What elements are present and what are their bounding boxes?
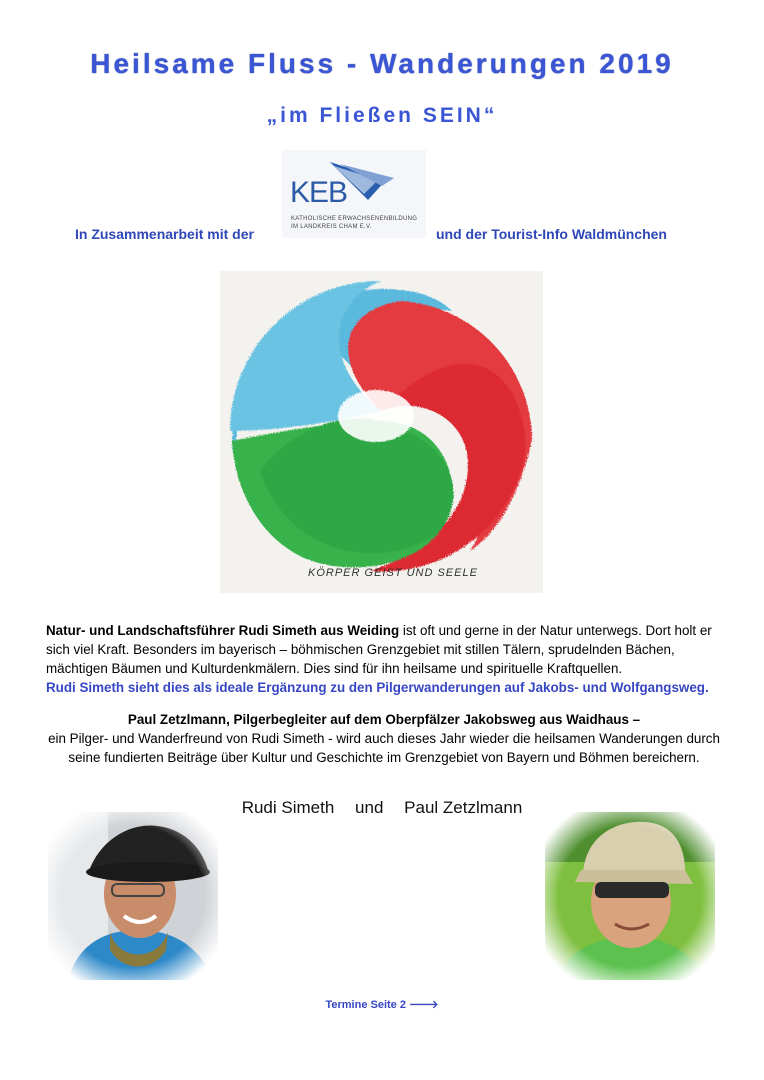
keb-logo-line1: KATHOLISCHE ERWACHSENENBILDUNG xyxy=(291,216,418,222)
next-page-text[interactable]: Termine Seite 2 xyxy=(325,999,406,1011)
partner-paragraph xyxy=(46,710,722,767)
partner-text: ein Pilger- und Wanderfreund von Rudi Simeth - wird auch dieses Jahr wieder die heilsamen Wanderungen durch seine fundierten Beiträge über Kultur und Geschichte im Grenzgebiet von Bayern und Böhmen bereichern. xyxy=(48,731,720,765)
intro-highlight: Rudi Simeth sieht dies als ideale Ergänzung zu den Pilgerwanderungen auf Jakobs- und Wolfgangsweg. xyxy=(46,680,709,695)
name-left: Rudi Simeth xyxy=(241,798,335,817)
keb-logo-line2: IM LANDKREIS CHAM E.V. xyxy=(291,224,372,230)
emblem-drawing xyxy=(220,271,543,593)
intro-text: ist oft und gerne in der Natur unterwegs. Dort holt er sich viel Kraft. Besonders im bayerisch – böhmischen Grenzgebiet mit stillen Tälern, sprudelnden Bächen, mächtigen Bäumen und Kulturdenkmälern. Dies sind für ihn heilsame und spirituelle Kraftquellen. xyxy=(46,623,712,676)
photo-rudi-simeth xyxy=(48,812,218,980)
arrow-right-icon: 🡒 xyxy=(409,999,439,1011)
keb-logo-name: KEB xyxy=(290,176,348,209)
intro-paragraph xyxy=(46,621,722,697)
swirl-emblem-icon xyxy=(220,271,543,593)
cooperation-right-text: und der Tourist-Info Waldmünchen xyxy=(436,226,667,242)
emblem-caption: KÖRPER GEIST UND SEELE xyxy=(308,567,478,579)
keb-logo xyxy=(282,150,426,238)
next-page-link[interactable] xyxy=(0,997,764,1011)
intro-bold: Natur- und Landschaftsführer Rudi Simeth aus Weiding xyxy=(46,623,400,638)
partner-heading: Paul Zetzlmann, Pilgerbegleiter auf dem Oberpfälzer Jakobsweg aus Waidhaus – xyxy=(127,712,641,727)
cooperation-left-text: In Zusammenarbeit mit der xyxy=(75,226,254,242)
page-title: Heilsame Fluss - Wanderungen 2019 xyxy=(90,48,674,79)
page-subtitle: „im Fließen SEIN“ xyxy=(266,104,498,127)
name-right: Paul Zetzlmann xyxy=(404,798,523,817)
photo-paul-zetzlmann xyxy=(545,812,715,980)
name-and: und xyxy=(355,798,384,817)
